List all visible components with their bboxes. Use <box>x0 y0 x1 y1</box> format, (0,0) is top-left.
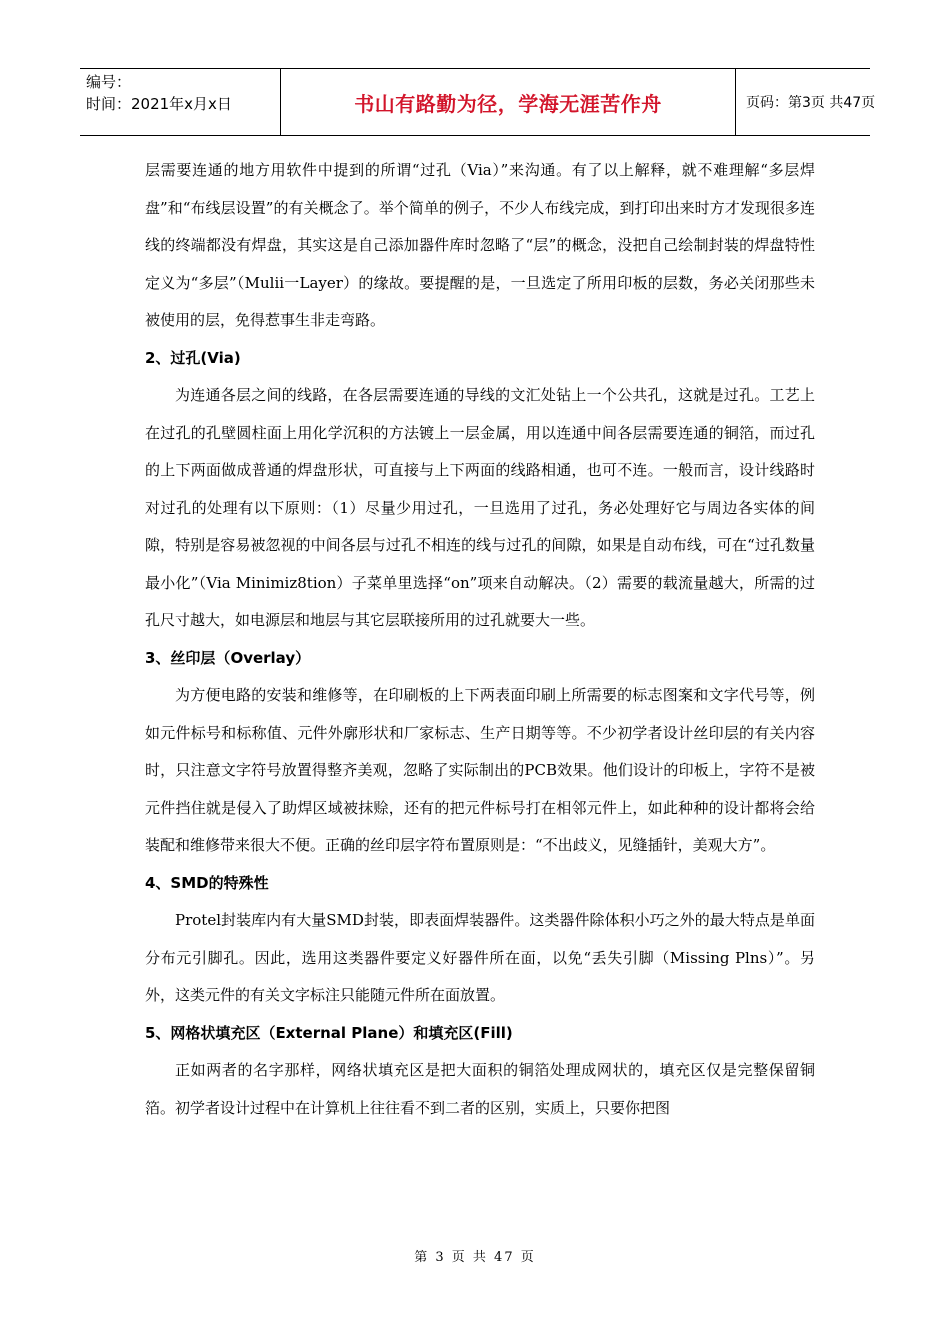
page-info: 页码：第3页 共47页 <box>746 95 876 111</box>
section-heading: 4、SMD的特殊性 <box>145 873 269 892</box>
body-paragraph: Protel封装库内有大量SMD封装，即表面焊装器件。这类器件除体积小巧之外的最大特点是单面分布元引脚孔。因此，选用这类器件要定义好器件所在面，以免“丢失引脚（Missing Plns）”。另外，这类元件的有关文字标注只能随元件所在面放置。 <box>145 911 815 1004</box>
header-motto: 书山有路勤为径，学海无涯苦作舟 <box>354 91 662 116</box>
section-heading: 5、网格状填充区（External Plane）和填充区(Fill) <box>145 1023 513 1042</box>
number-label: 编号： <box>86 73 132 91</box>
body-paragraph: 正如两者的名字那样，网络状填充区是把大面积的铜箔处理成网状的，填充区仅是完整保留铜箔。初学者设计过程中在计算机上往往看不到二者的区别，实质上，只要你把图 <box>145 1061 815 1117</box>
section-heading: 3、丝印层（Overlay） <box>145 648 311 667</box>
page-footer: 第 3 页 共 47 页 <box>414 1250 536 1265</box>
time-label: 时间：2021年x月x日 <box>86 95 232 113</box>
body-paragraph: 为连通各层之间的线路，在各层需要连通的导线的文汇处钻上一个公共孔，这就是过孔。工艺上在过孔的孔壁圆柱面上用化学沉积的方法镀上一层金属，用以连通中间各层需要连通的铜箔，而过孔的上下两面做成普通的焊盘形状，可直接与上下两面的线路相通，也可不连。一般而言，设计线路时对过孔的处理有以下原则：（1）尽量少用过孔，一旦选用了过孔，务必处理好它与周边各实体的间隙，特别是容易被忽视的中间各层与过孔不相连的线与过孔的间隙，如果是自动布线，可在“过孔数量最小化”（Via Minimiz8tion）子菜单里选择“on”项来自动解决。（2）需要的载流量越大，所需的过孔尺寸越大，如电源层和地层与其它层联接所用的过孔就要大一些。 <box>145 386 815 629</box>
page-header <box>80 68 876 136</box>
body-paragraph: 为方便电路的安装和维修等，在印刷板的上下两表面印刷上所需要的标志图案和文字代号等，例如元件标号和标称值、元件外廓形状和厂家标志、生产日期等等。不少初学者设计丝印层的有关内容时，只注意文字符号放置得整齐美观，忽略了实际制出的PCB效果。他们设计的印板上，字符不是被元件挡住就是侵入了助焊区域被抹赊，还有的把元件标号打在相邻元件上，如此种种的设计都将会给装配和维修带来很大不便。正确的丝印层字符布置原则是：“不出歧义，见缝插针，美观大方”。 <box>145 686 815 854</box>
header-right-cell <box>736 69 876 135</box>
document-body <box>145 152 815 1127</box>
header-middle-cell <box>280 69 736 135</box>
section-heading: 2、过孔(Via) <box>145 348 241 367</box>
header-left-cell <box>80 69 280 135</box>
body-paragraph: 层需要连通的地方用软件中提到的所谓“过孔（Via）”来沟通。有了以上解释，就不难理解“多层焊盘”和“布线层设置”的有关概念了。举个简单的例子，不少人布线完成，到打印出来时方才发现很多连线的终端都没有焊盘，其实这是自己添加器件库时忽略了“层”的概念，没把自己绘制封装的焊盘特性定义为“多层”（Mulii一Layer）的缘故。要提醒的是，一旦选定了所用印板的层数，务必关闭那些未被使用的层，免得惹事生非走弯路。 <box>145 161 815 329</box>
